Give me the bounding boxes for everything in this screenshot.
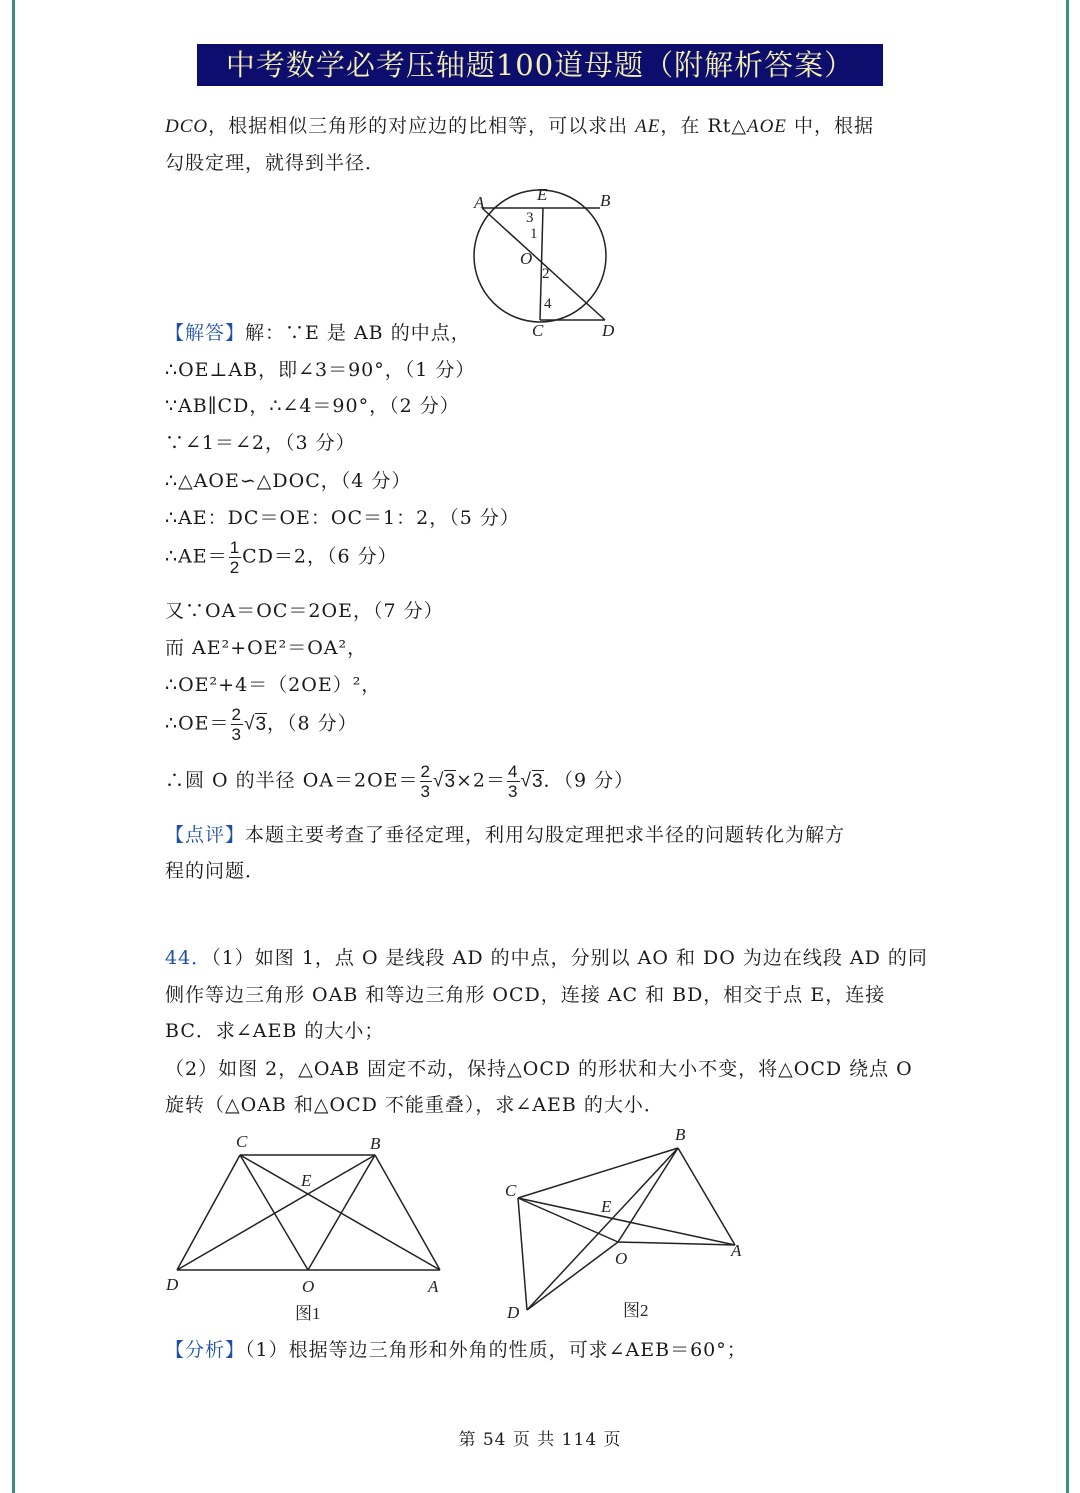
svg-text:A: A [428,1277,439,1296]
q44-line-5: 旋转（△OAB 和△OCD 不能重叠），求∠AEB 的大小． [165,1094,664,1116]
answer-line-1: ∴OE⊥AB，即∠3＝90°，（1 分） [165,359,476,381]
comment-line-2: 程的问题． [165,860,266,882]
svg-text:1: 1 [530,226,538,242]
answer-line-4: ∴△AOE∽△DOC，（4 分） [165,470,412,492]
page-title: 中考数学必考压轴题100道母题（附解析答案） [197,44,883,86]
svg-text:E: E [601,1197,612,1216]
q44-line-4: （2）如图 2，△OAB 固定不动，保持△OCD 的形状和大小不变，将△OCD 绕点 O [165,1058,913,1080]
svg-text:3: 3 [526,210,534,226]
svg-text:A: A [474,193,485,212]
intro-line-2: 勾股定理，就得到半径． [165,152,386,174]
svg-text:B: B [675,1125,686,1144]
svg-text:C: C [532,321,544,340]
answer-line-9: ∴OE²+4＝（2OE）²， [165,674,382,696]
answer-line-7: 又∵OA＝OC＝2OE，（7 分） [165,600,444,622]
svg-text:D: D [507,1303,520,1322]
question-number: 44． [165,947,212,969]
comment-line-1: 【点评】本题主要考查了垂径定理，利用勾股定理把求半径的问题转化为解方 [165,824,846,846]
answer-line-11: ∴圆 O 的半径 OA＝2OE＝ $\frac{2}{3}$ √3×2＝ $\frac{4}{3}$ √3．（9 分） [165,762,635,801]
right-border [1066,0,1069,1493]
circle-figure [460,180,630,345]
svg-text:C: C [505,1181,517,1200]
answer-line-0: 【解答】解：∵E 是 AB 的中点， [165,322,471,344]
analysis-tag: 【分析】 [165,1339,246,1361]
figure-1 [160,1125,460,1330]
q44-line-3: BC．求∠AEB 的大小； [165,1020,385,1042]
svg-text:E: E [537,185,548,204]
figure-2 [495,1120,765,1330]
svg-text:B: B [600,191,611,210]
svg-text:2: 2 [542,266,550,282]
answer-line-5: ∴AE：DC＝OE：OC＝1：2，（5 分） [165,507,520,529]
svg-text:C: C [236,1132,248,1151]
analysis-line-1: 【分析】（1）根据等边三角形和外角的性质，可求∠AEB＝60°； [165,1339,747,1361]
svg-text:O: O [615,1249,628,1268]
svg-text:B: B [370,1134,381,1153]
comment-tag: 【点评】 [165,824,246,846]
answer-line-3: ∵∠1＝∠2，（3 分） [165,432,356,454]
q44-line-1: 44．（1）如图 1，点 O 是线段 AD 的中点，分别以 AO 和 DO 为边在线段 AD 的同 [165,947,928,969]
answer-line-8: 而 AE²+OE²＝OA²， [165,637,368,659]
svg-text:A: A [731,1241,742,1260]
svg-text:O: O [520,249,533,268]
answer-line-2: ∵AB∥CD，∴∠4＝90°，（2 分） [165,395,460,417]
answer-line-6: ∴AE＝ $\frac{1}{2}$ CD＝2，（6 分） [165,538,398,577]
page-footer: 第 54 页 共 114 页 [458,1430,622,1450]
svg-text:E: E [301,1171,312,1190]
svg-text:图2: 图2 [623,1301,649,1320]
q44-line-2: 侧作等边三角形 OAB 和等边三角形 OCD，连接 AC 和 BD，相交于点 E，连接 [165,984,886,1006]
svg-text:D: D [602,321,615,340]
left-border [12,0,15,1493]
svg-text:4: 4 [544,296,552,312]
svg-text:图1: 图1 [295,1304,321,1323]
svg-text:D: D [166,1275,179,1294]
intro-line-1: DCO，根据相似三角形的对应边的比相等，可以求出 AE，在 Rt△AOE 中，根据 [165,115,874,137]
answer-line-10: ∴OE＝ $\frac{2}{3}$ √3，（8 分） [165,705,358,744]
svg-text:O: O [302,1277,315,1296]
answer-tag: 【解答】 [165,322,246,344]
